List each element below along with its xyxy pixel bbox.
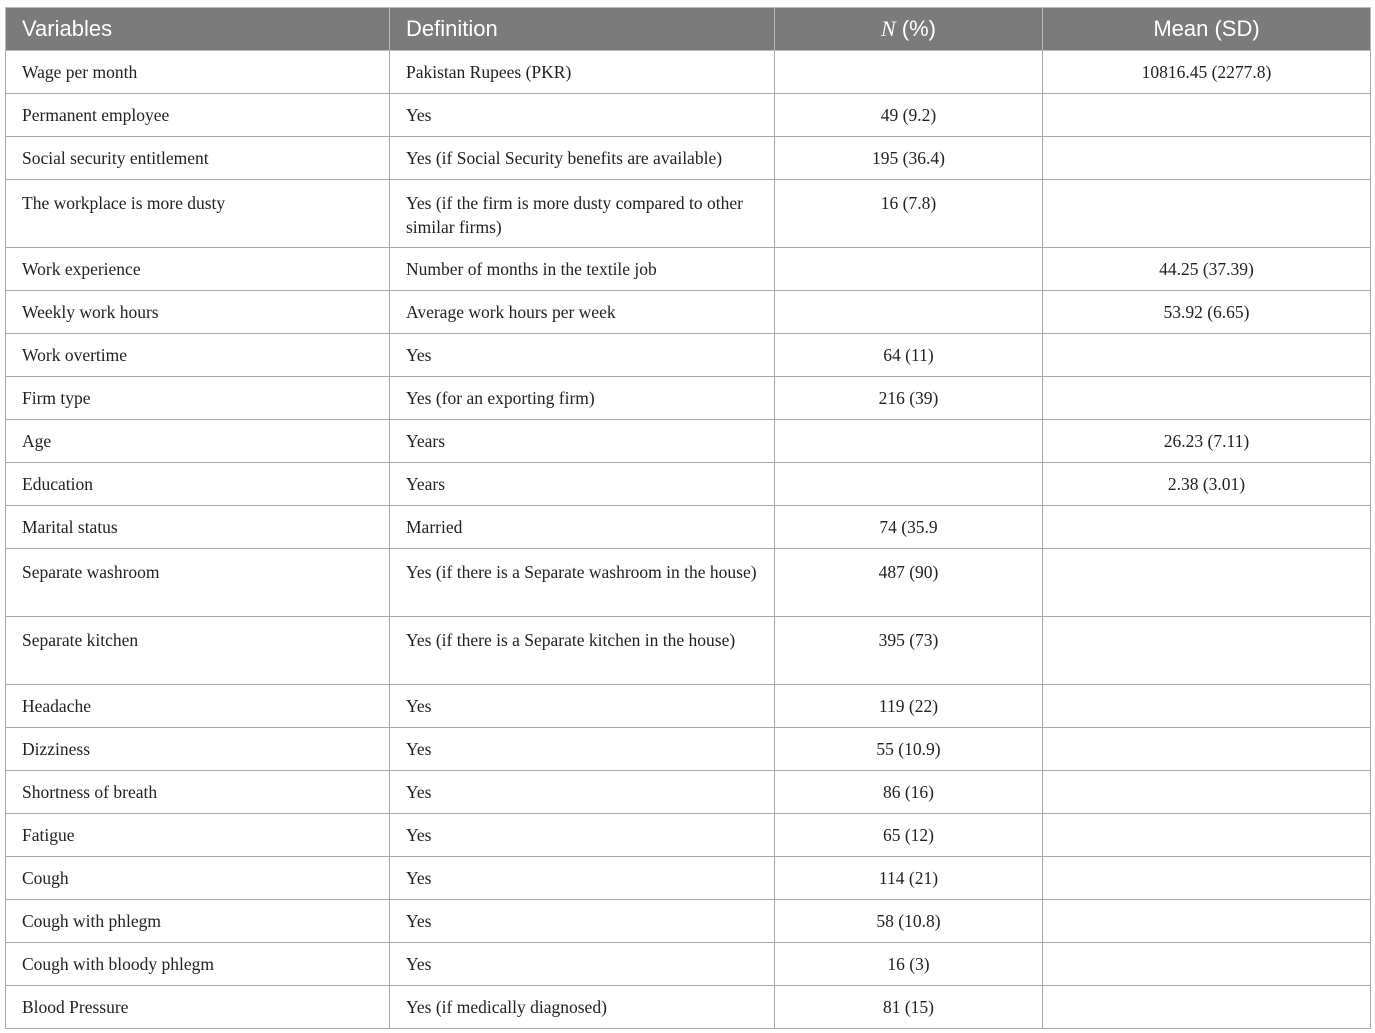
cell-n-percent: 114 (21): [775, 857, 1043, 900]
cell-n-percent: 216 (39): [775, 377, 1043, 420]
cell-definition: Yes: [390, 814, 775, 857]
cell-definition: Yes: [390, 334, 775, 377]
cell-definition: Married: [390, 506, 775, 549]
cell-mean-sd: [1043, 94, 1371, 137]
cell-n-percent: [775, 51, 1043, 94]
table-header: [6, 8, 1371, 51]
cell-definition: Yes (if there is a Separate washroom in the house): [390, 549, 775, 617]
cell-mean-sd: 10816.45 (2277.8): [1043, 51, 1371, 94]
cell-variable: Education: [6, 463, 390, 506]
cell-definition: Years: [390, 420, 775, 463]
cell-variable: Headache: [6, 685, 390, 728]
cell-definition: Yes: [390, 857, 775, 900]
table-row: [6, 291, 1371, 334]
table-row: [6, 94, 1371, 137]
cell-variable: Fatigue: [6, 814, 390, 857]
cell-variable: Dizziness: [6, 728, 390, 771]
cell-variable: Age: [6, 420, 390, 463]
cell-variable: Cough: [6, 857, 390, 900]
cell-mean-sd: [1043, 334, 1371, 377]
header-percent-label: (%): [895, 16, 936, 41]
table-row: [6, 51, 1371, 94]
table-row: [6, 771, 1371, 814]
cell-mean-sd: 26.23 (7.11): [1043, 420, 1371, 463]
cell-variable: The workplace is more dusty: [6, 180, 390, 248]
cell-definition: Yes (for an exporting firm): [390, 377, 775, 420]
header-variables: Variables: [6, 8, 390, 51]
cell-variable: Firm type: [6, 377, 390, 420]
cell-n-percent: 74 (35.9: [775, 506, 1043, 549]
cell-n-percent: 195 (36.4): [775, 137, 1043, 180]
cell-n-percent: [775, 291, 1043, 334]
cell-variable: Cough with bloody phlegm: [6, 943, 390, 986]
cell-mean-sd: [1043, 685, 1371, 728]
cell-variable: Social security entitlement: [6, 137, 390, 180]
table-row: [6, 685, 1371, 728]
table-row: [6, 900, 1371, 943]
cell-mean-sd: 2.38 (3.01): [1043, 463, 1371, 506]
cell-n-percent: 81 (15): [775, 986, 1043, 1029]
cell-definition: Yes (if there is a Separate kitchen in the house): [390, 617, 775, 685]
cell-definition: Yes (if Social Security benefits are available): [390, 137, 775, 180]
table-row: [6, 420, 1371, 463]
cell-definition: Pakistan Rupees (PKR): [390, 51, 775, 94]
cell-variable: Cough with phlegm: [6, 900, 390, 943]
cell-definition: Number of months in the textile job: [390, 248, 775, 291]
cell-mean-sd: [1043, 857, 1371, 900]
descriptive-statistics-table: [5, 7, 1371, 1029]
cell-definition: Average work hours per week: [390, 291, 775, 334]
cell-mean-sd: [1043, 771, 1371, 814]
table-row: [6, 986, 1371, 1029]
cell-variable: Blood Pressure: [6, 986, 390, 1029]
header-mean-sd: Mean (SD): [1043, 8, 1371, 51]
cell-definition: Yes: [390, 900, 775, 943]
cell-mean-sd: [1043, 943, 1371, 986]
cell-definition: Yes: [390, 94, 775, 137]
cell-n-percent: 487 (90): [775, 549, 1043, 617]
cell-mean-sd: [1043, 180, 1371, 248]
header-definition: Definition: [390, 8, 775, 51]
cell-mean-sd: [1043, 549, 1371, 617]
table-row: [6, 943, 1371, 986]
table-row: [6, 180, 1371, 248]
table-row: [6, 814, 1371, 857]
table-row: [6, 506, 1371, 549]
table-row: [6, 463, 1371, 506]
cell-variable: Work overtime: [6, 334, 390, 377]
table-row: [6, 549, 1371, 617]
cell-n-percent: 119 (22): [775, 685, 1043, 728]
cell-variable: Shortness of breath: [6, 771, 390, 814]
cell-variable: Separate kitchen: [6, 617, 390, 685]
cell-n-percent: 64 (11): [775, 334, 1043, 377]
table-row: [6, 137, 1371, 180]
cell-variable: Marital status: [6, 506, 390, 549]
cell-variable: Permanent employee: [6, 94, 390, 137]
cell-definition: Yes: [390, 728, 775, 771]
cell-mean-sd: [1043, 377, 1371, 420]
cell-n-percent: [775, 420, 1043, 463]
header-row: [6, 8, 1371, 51]
cell-mean-sd: [1043, 506, 1371, 549]
table-row: [6, 728, 1371, 771]
table-row: [6, 377, 1371, 420]
cell-mean-sd: [1043, 814, 1371, 857]
cell-variable: Work experience: [6, 248, 390, 291]
cell-n-percent: 86 (16): [775, 771, 1043, 814]
cell-mean-sd: [1043, 617, 1371, 685]
table-row: [6, 334, 1371, 377]
header-n-symbol: N: [880, 16, 896, 41]
cell-variable: Wage per month: [6, 51, 390, 94]
cell-n-percent: 16 (3): [775, 943, 1043, 986]
cell-mean-sd: 53.92 (6.65): [1043, 291, 1371, 334]
table-body: [6, 51, 1371, 1029]
cell-variable: Separate washroom: [6, 549, 390, 617]
cell-mean-sd: [1043, 137, 1371, 180]
cell-definition: Yes: [390, 771, 775, 814]
table-row: [6, 617, 1371, 685]
table-row: [6, 857, 1371, 900]
cell-variable: Weekly work hours: [6, 291, 390, 334]
cell-mean-sd: [1043, 728, 1371, 771]
cell-n-percent: 65 (12): [775, 814, 1043, 857]
cell-definition: Years: [390, 463, 775, 506]
cell-n-percent: 395 (73): [775, 617, 1043, 685]
cell-n-percent: [775, 463, 1043, 506]
cell-n-percent: [775, 248, 1043, 291]
cell-definition: Yes (if the firm is more dusty compared to other similar firms): [390, 180, 775, 248]
cell-definition: Yes (if medically diagnosed): [390, 986, 775, 1029]
cell-n-percent: 55 (10.9): [775, 728, 1043, 771]
cell-definition: Yes: [390, 685, 775, 728]
table-row: [6, 248, 1371, 291]
cell-mean-sd: [1043, 986, 1371, 1029]
cell-n-percent: 49 (9.2): [775, 94, 1043, 137]
cell-n-percent: 16 (7.8): [775, 180, 1043, 248]
header-n-percent: [775, 8, 1043, 51]
cell-definition: Yes: [390, 943, 775, 986]
cell-mean-sd: [1043, 900, 1371, 943]
cell-n-percent: 58 (10.8): [775, 900, 1043, 943]
cell-mean-sd: 44.25 (37.39): [1043, 248, 1371, 291]
